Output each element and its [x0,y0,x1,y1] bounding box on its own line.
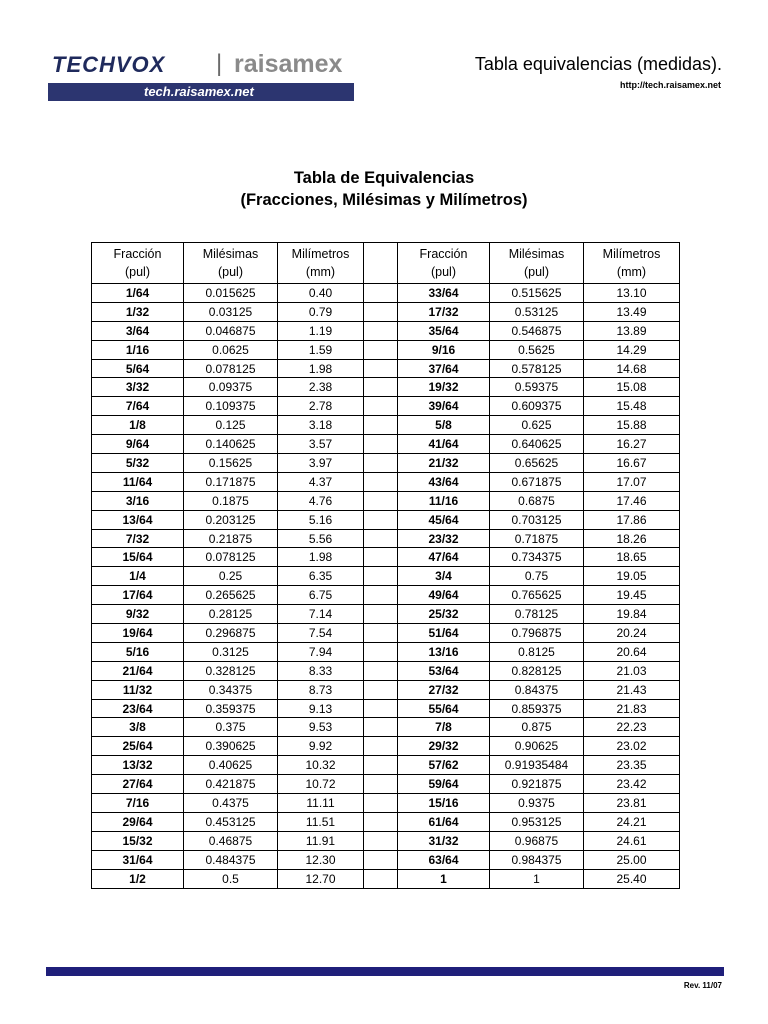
fraction-cell: 7/8 [398,718,490,737]
column-gap [364,284,398,303]
thousandths-cell: 0.578125 [490,359,584,378]
thousandths-cell: 0.515625 [490,284,584,303]
fraction-cell: 21/32 [398,454,490,473]
column-gap [364,302,398,321]
table-row [92,737,680,756]
column-gap [364,794,398,813]
logo-url: tech.raisamex.net [144,84,254,99]
column-gap [364,359,398,378]
millimeters-cell: 7.14 [278,605,364,624]
fraction-cell: 5/16 [92,642,184,661]
thousandths-cell: 0.484375 [184,850,278,869]
millimeters-cell: 15.88 [584,416,680,435]
column-gap [364,567,398,586]
millimeters-cell: 25.00 [584,850,680,869]
thousandths-cell: 0.171875 [184,472,278,491]
fraction-cell: 13/16 [398,642,490,661]
thousandths-cell: 0.546875 [490,321,584,340]
millimeters-cell: 1.98 [278,548,364,567]
thousandths-cell: 0.09375 [184,378,278,397]
fraction-cell: 53/64 [398,661,490,680]
fraction-cell: 21/64 [92,661,184,680]
fraction-cell: 9/32 [92,605,184,624]
table-row [92,397,680,416]
fraction-cell: 55/64 [398,699,490,718]
millimeters-cell: 23.35 [584,756,680,775]
document-title-line1: Tabla de Equivalencias [293,169,475,187]
millimeters-cell: 21.03 [584,661,680,680]
millimeters-cell: 16.67 [584,454,680,473]
fraction-cell: 11/64 [92,472,184,491]
fraction-cell: 15/16 [398,794,490,813]
millimeters-cell: 6.75 [278,586,364,605]
column-gap [364,548,398,567]
fraction-cell: 37/64 [398,359,490,378]
fraction-cell: 51/64 [398,624,490,643]
millimeters-cell: 14.29 [584,340,680,359]
millimeters-cell: 13.10 [584,284,680,303]
fraction-cell: 27/64 [92,775,184,794]
fraction-cell: 5/32 [92,454,184,473]
millimeters-cell: 7.94 [278,642,364,661]
millimeters-cell: 21.83 [584,699,680,718]
table-row [92,718,680,737]
column-gap [364,586,398,605]
millimeters-cell: 4.76 [278,491,364,510]
thousandths-cell: 0.984375 [490,850,584,869]
thousandths-cell: 0.25 [184,567,278,586]
table-row [92,529,680,548]
table-row [92,794,680,813]
column-gap [364,812,398,831]
footer-revision: Rev. 11/07 [683,981,722,990]
fraction-cell: 13/64 [92,510,184,529]
millimeters-cell: 3.57 [278,435,364,454]
thousandths-cell: 0.65625 [490,454,584,473]
table-row [92,624,680,643]
millimeters-cell: 9.53 [278,718,364,737]
millimeters-cell: 16.27 [584,435,680,454]
logo-brand: TECHVOX [52,52,166,77]
thousandths-cell: 0.9375 [490,794,584,813]
millimeters-cell: 14.68 [584,359,680,378]
thousandths-cell: 0.0625 [184,340,278,359]
column-gap [364,378,398,397]
thousandths-cell: 0.5625 [490,340,584,359]
millimeters-cell: 6.35 [278,567,364,586]
fraction-cell: 49/64 [398,586,490,605]
fraction-cell: 9/16 [398,340,490,359]
thousandths-cell: 0.28125 [184,605,278,624]
millimeters-cell: 15.08 [584,378,680,397]
thousandths-cell: 0.453125 [184,812,278,831]
millimeters-cell: 23.81 [584,794,680,813]
header-url[interactable]: http://tech.raisamex.net [619,80,721,90]
thousandths-cell: 0.203125 [184,510,278,529]
thousandths-cell: 0.796875 [490,624,584,643]
table-row [92,378,680,397]
thousandths-cell: 0.375 [184,718,278,737]
fraction-cell: 11/16 [398,491,490,510]
logo-partner: raisamex [234,50,343,78]
column-gap [364,491,398,510]
thousandths-cell: 0.46875 [184,831,278,850]
thousandths-cell: 1 [490,869,584,888]
millimeters-cell: 8.33 [278,661,364,680]
millimeters-cell: 4.37 [278,472,364,491]
thousandths-cell: 0.625 [490,416,584,435]
fraction-cell: 7/16 [92,794,184,813]
logo-separator: | [216,50,223,77]
thousandths-cell: 0.390625 [184,737,278,756]
millimeters-cell: 0.40 [278,284,364,303]
thousandths-cell: 0.359375 [184,699,278,718]
thousandths-cell: 0.671875 [490,472,584,491]
millimeters-cell: 19.05 [584,567,680,586]
thousandths-cell: 0.1875 [184,491,278,510]
header-milimetros-left: Milímetros (mm) [278,243,364,284]
column-gap [364,718,398,737]
millimeters-cell: 20.64 [584,642,680,661]
header-fraccion-right: Fracción (pul) [398,243,490,284]
thousandths-cell: 0.296875 [184,624,278,643]
table-row [92,548,680,567]
column-gap [364,340,398,359]
thousandths-cell: 0.84375 [490,680,584,699]
millimeters-cell: 19.45 [584,586,680,605]
column-gap [364,737,398,756]
table-row [92,435,680,454]
thousandths-cell: 0.03125 [184,302,278,321]
fraction-cell: 7/32 [92,529,184,548]
column-gap [364,397,398,416]
thousandths-cell: 0.4375 [184,794,278,813]
millimeters-cell: 18.65 [584,548,680,567]
table-row [92,567,680,586]
fraction-cell: 19/32 [398,378,490,397]
fraction-cell: 23/64 [92,699,184,718]
column-gap [364,642,398,661]
table-row [92,775,680,794]
thousandths-cell: 0.53125 [490,302,584,321]
thousandths-cell: 0.8125 [490,642,584,661]
thousandths-cell: 0.90625 [490,737,584,756]
table-row [92,491,680,510]
thousandths-cell: 0.5 [184,869,278,888]
column-gap [364,454,398,473]
thousandths-cell: 0.078125 [184,548,278,567]
table-row [92,454,680,473]
millimeters-cell: 1.98 [278,359,364,378]
table-row [92,831,680,850]
thousandths-cell: 0.6875 [490,491,584,510]
column-gap [364,850,398,869]
thousandths-cell: 0.859375 [490,699,584,718]
fraction-cell: 43/64 [398,472,490,491]
thousandths-cell: 0.953125 [490,812,584,831]
column-gap [364,416,398,435]
table-row [92,605,680,624]
fraction-cell: 15/32 [92,831,184,850]
table-row [92,850,680,869]
fraction-cell: 13/32 [92,756,184,775]
millimeters-cell: 12.70 [278,869,364,888]
logo [48,50,356,102]
millimeters-cell: 5.16 [278,510,364,529]
table-row [92,510,680,529]
thousandths-cell: 0.828125 [490,661,584,680]
millimeters-cell: 2.78 [278,397,364,416]
column-gap [364,510,398,529]
millimeters-cell: 23.42 [584,775,680,794]
fraction-cell: 11/32 [92,680,184,699]
millimeters-cell: 9.13 [278,699,364,718]
fraction-cell: 23/32 [398,529,490,548]
millimeters-cell: 25.40 [584,869,680,888]
fraction-cell: 31/64 [92,850,184,869]
millimeters-cell: 23.02 [584,737,680,756]
column-gap [364,661,398,680]
thousandths-cell: 0.109375 [184,397,278,416]
thousandths-cell: 0.75 [490,567,584,586]
millimeters-cell: 9.92 [278,737,364,756]
column-gap [364,529,398,548]
column-gap [364,680,398,699]
column-gap [364,699,398,718]
millimeters-cell: 0.79 [278,302,364,321]
thousandths-cell: 0.609375 [490,397,584,416]
fraction-cell: 17/32 [398,302,490,321]
thousandths-cell: 0.78125 [490,605,584,624]
thousandths-cell: 0.40625 [184,756,278,775]
millimeters-cell: 11.11 [278,794,364,813]
thousandths-cell: 0.328125 [184,661,278,680]
millimeters-cell: 11.91 [278,831,364,850]
fraction-cell: 3/8 [92,718,184,737]
fraction-cell: 5/64 [92,359,184,378]
millimeters-cell: 13.89 [584,321,680,340]
header-milesimas-right: Milésimas (pul) [490,243,584,284]
table-row [92,359,680,378]
document-title [0,167,768,211]
thousandths-cell: 0.15625 [184,454,278,473]
millimeters-cell: 17.46 [584,491,680,510]
fraction-cell: 25/64 [92,737,184,756]
column-gap [364,831,398,850]
fraction-cell: 45/64 [398,510,490,529]
fraction-cell: 1/4 [92,567,184,586]
thousandths-cell: 0.59375 [490,378,584,397]
thousandths-cell: 0.125 [184,416,278,435]
fraction-cell: 31/32 [398,831,490,850]
fraction-cell: 1/32 [92,302,184,321]
table-row [92,869,680,888]
millimeters-cell: 1.19 [278,321,364,340]
fraction-cell: 1/64 [92,284,184,303]
millimeters-cell: 1.59 [278,340,364,359]
fraction-cell: 27/32 [398,680,490,699]
thousandths-cell: 0.734375 [490,548,584,567]
fraction-cell: 19/64 [92,624,184,643]
fraction-cell: 29/64 [92,812,184,831]
thousandths-cell: 0.140625 [184,435,278,454]
millimeters-cell: 8.73 [278,680,364,699]
table-row [92,586,680,605]
header-milesimas-left: Milésimas (pul) [184,243,278,284]
column-gap [364,243,398,284]
thousandths-cell: 0.875 [490,718,584,737]
header-fraccion-left: Fracción (pul) [92,243,184,284]
fraction-cell: 3/4 [398,567,490,586]
fraction-cell: 1/2 [92,869,184,888]
millimeters-cell: 10.32 [278,756,364,775]
thousandths-cell: 0.046875 [184,321,278,340]
millimeters-cell: 5.56 [278,529,364,548]
millimeters-cell: 2.38 [278,378,364,397]
millimeters-cell: 20.24 [584,624,680,643]
fraction-cell: 3/32 [92,378,184,397]
fraction-cell: 29/32 [398,737,490,756]
millimeters-cell: 18.26 [584,529,680,548]
fraction-cell: 3/64 [92,321,184,340]
millimeters-cell: 12.30 [278,850,364,869]
millimeters-cell: 17.07 [584,472,680,491]
column-gap [364,756,398,775]
table-row [92,340,680,359]
column-gap [364,775,398,794]
thousandths-cell: 0.921875 [490,775,584,794]
fraction-cell: 5/8 [398,416,490,435]
header-milimetros-right: Milímetros (mm) [584,243,680,284]
document-title-line2: (Fracciones, Milésimas y Milímetros) [240,191,528,209]
table-row [92,321,680,340]
table-row [92,756,680,775]
fraction-cell: 17/64 [92,586,184,605]
millimeters-cell: 24.61 [584,831,680,850]
thousandths-cell: 0.703125 [490,510,584,529]
millimeters-cell: 21.43 [584,680,680,699]
fraction-cell: 25/32 [398,605,490,624]
thousandths-cell: 0.015625 [184,284,278,303]
fraction-cell: 15/64 [92,548,184,567]
millimeters-cell: 15.48 [584,397,680,416]
table-row [92,472,680,491]
table-row [92,812,680,831]
table-row [92,661,680,680]
thousandths-cell: 0.91935484 [490,756,584,775]
millimeters-cell: 7.54 [278,624,364,643]
table-header-row [92,243,680,284]
fraction-cell: 35/64 [398,321,490,340]
millimeters-cell: 3.18 [278,416,364,435]
table-row [92,642,680,661]
fraction-cell: 47/64 [398,548,490,567]
fraction-cell: 3/16 [92,491,184,510]
fraction-cell: 1 [398,869,490,888]
table-row [92,284,680,303]
thousandths-cell: 0.34375 [184,680,278,699]
fraction-cell: 33/64 [398,284,490,303]
fraction-cell: 61/64 [398,812,490,831]
thousandths-cell: 0.765625 [490,586,584,605]
thousandths-cell: 0.078125 [184,359,278,378]
millimeters-cell: 19.84 [584,605,680,624]
fraction-cell: 41/64 [398,435,490,454]
millimeters-cell: 17.86 [584,510,680,529]
equivalence-table [91,242,680,889]
thousandths-cell: 0.3125 [184,642,278,661]
column-gap [364,472,398,491]
column-gap [364,605,398,624]
fraction-cell: 7/64 [92,397,184,416]
fraction-cell: 1/8 [92,416,184,435]
footer-bar [46,967,724,976]
thousandths-cell: 0.421875 [184,775,278,794]
millimeters-cell: 11.51 [278,812,364,831]
millimeters-cell: 13.49 [584,302,680,321]
column-gap [364,869,398,888]
table-row [92,302,680,321]
fraction-cell: 57/62 [398,756,490,775]
fraction-cell: 9/64 [92,435,184,454]
millimeters-cell: 10.72 [278,775,364,794]
header-title: Tabla equivalencias (medidas). [474,54,722,74]
table-row [92,680,680,699]
thousandths-cell: 0.71875 [490,529,584,548]
column-gap [364,624,398,643]
column-gap [364,435,398,454]
fraction-cell: 59/64 [398,775,490,794]
table-row [92,416,680,435]
column-gap [364,321,398,340]
table-row [92,699,680,718]
thousandths-cell: 0.265625 [184,586,278,605]
thousandths-cell: 0.640625 [490,435,584,454]
fraction-cell: 1/16 [92,340,184,359]
millimeters-cell: 3.97 [278,454,364,473]
thousandths-cell: 0.21875 [184,529,278,548]
fraction-cell: 39/64 [398,397,490,416]
fraction-cell: 63/64 [398,850,490,869]
thousandths-cell: 0.96875 [490,831,584,850]
millimeters-cell: 22.23 [584,718,680,737]
millimeters-cell: 24.21 [584,812,680,831]
